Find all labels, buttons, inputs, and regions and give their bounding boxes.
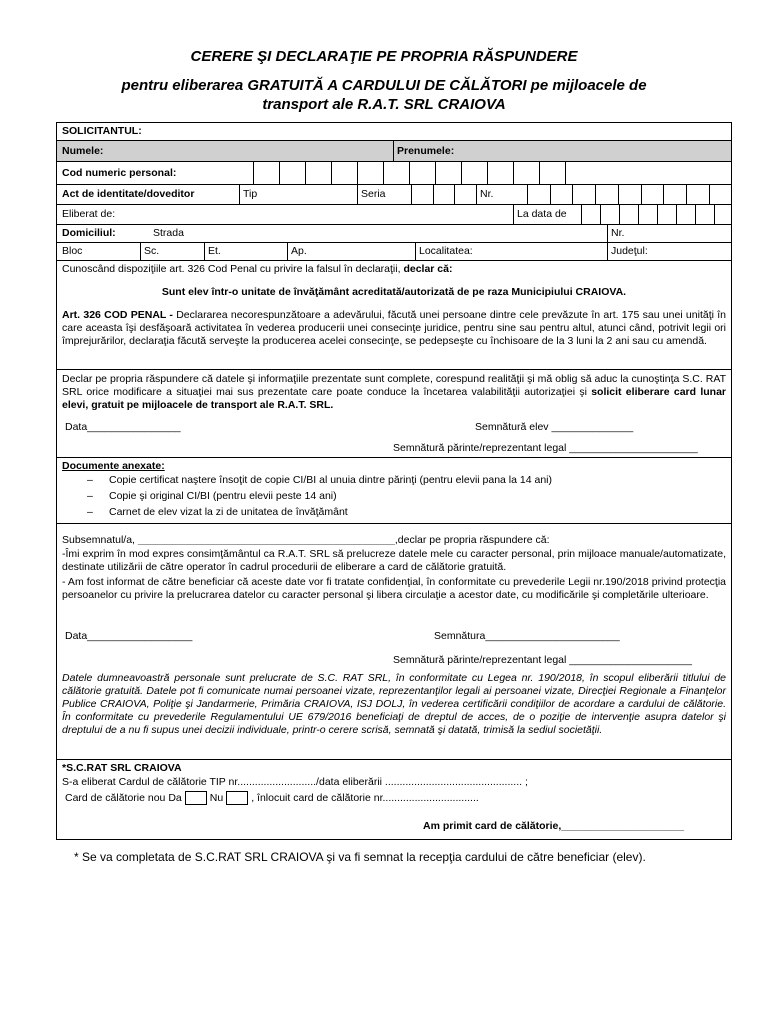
form-title: CERERE ŞI DECLARAŢIE PE PROPRIA RĂSPUNDERE <box>190 48 578 65</box>
row-cnp <box>57 162 731 185</box>
checkbox-da[interactable] <box>185 791 207 805</box>
label-nr-strada: Nr. <box>611 227 625 239</box>
label-cnp: Cod numeric personal: <box>62 167 177 179</box>
entry-cell[interactable] <box>595 185 618 204</box>
entry-cell[interactable] <box>539 162 565 184</box>
field-judetul[interactable] <box>607 243 731 260</box>
consent-signature-line[interactable]: Semnătura_______________________ <box>434 630 620 642</box>
label-ap: Ap. <box>291 245 307 257</box>
entry-cell[interactable] <box>686 185 709 204</box>
row-address <box>57 243 731 261</box>
checkbox-nu[interactable] <box>226 791 248 805</box>
entry-cell[interactable] <box>714 205 733 224</box>
field-nr-strada[interactable] <box>607 225 731 242</box>
document-item: – Carnet de elev vizat la zi de unitatea de învăţământ <box>87 506 348 518</box>
entry-cell[interactable] <box>619 205 638 224</box>
label-la-data: La data de <box>517 208 567 220</box>
label-strada: Strada <box>153 227 184 239</box>
label-nume: Numele: <box>62 145 104 157</box>
row-id-document <box>57 185 731 205</box>
documents-title: Documente anexate: <box>62 460 165 472</box>
entry-cell[interactable] <box>638 205 657 224</box>
form-subtitle-1: pentru eliberarea GRATUITĂ A CARDULUI DE CĂLĂTORI pe mijloacele de <box>121 77 647 94</box>
gdpr-notice: Datele dumneavoastră personale sunt prelucrate de S.C. RAT SRL, în conformitate cu Legea nr. 190/2018, în scopul eliberării titlului de călătorie gratuită. Datele pot fi comunicate numai persoanei vizate, reprezentanţilor legali ai persoanei vizate, Direcţiei Regionale a Finanţelor Publice CRAIOVA, Poliţie şi Jandarmerie, Primăria CRAIOVA, ISJ DOLJ, în vederea certificării condiţiilor de acordare a cardului de călătorie. În conformitate cu prevederile Regulamentului UE 679/2016 beneficiaţi de dreptul de acces, de o poziţie de intervenţie asupra datelor şi dreptului de a nu fi supus unei decizii individuale, printr-o cerere scrisă, semnată şi datată, trimisă la sediul societăţii. <box>62 672 726 736</box>
section-label: SOLICITANTUL: <box>62 125 142 137</box>
student-signature-line[interactable]: Semnătură elev ______________ <box>475 421 634 433</box>
field-localitatea[interactable] <box>415 243 607 260</box>
field-sc[interactable] <box>140 243 204 260</box>
entry-cell[interactable] <box>357 162 383 184</box>
entry-cell[interactable] <box>461 162 487 184</box>
consent-paragraph-2: - Am fost informat de către beneficiar că aceste date vor fi tratate confidenţial, în conformitate cu prevederile Legii nr.190/2018 privind protecţia persoanelor cu privire la prelucrarea datelor cu caracter personal şi libera circulaţie a acestor date, cu modificările şi completările ulterioare. <box>62 576 726 601</box>
entry-cell[interactable] <box>487 162 513 184</box>
entry-cell[interactable] <box>454 185 476 204</box>
entry-cell[interactable] <box>279 162 305 184</box>
responsibility-block <box>57 370 731 458</box>
entry-cell[interactable] <box>695 205 714 224</box>
label-domiciliul: Domiciliul: <box>62 227 116 239</box>
documents-block <box>57 458 731 524</box>
entry-cell[interactable] <box>581 205 600 224</box>
label-eliberat: Eliberat de: <box>62 208 116 220</box>
label-bloc: Bloc <box>62 245 83 257</box>
entry-cell[interactable] <box>305 162 331 184</box>
label-judetul: Judeţul: <box>611 245 648 257</box>
field-nr[interactable] <box>476 185 527 204</box>
label-et: Et. <box>208 245 221 257</box>
entry-cell[interactable] <box>411 185 433 204</box>
data-signature-line[interactable]: Data________________ <box>65 421 181 433</box>
parent-signature-line[interactable]: Semnătură părinte/reprezentant legal ______________________ <box>393 442 698 454</box>
declaration-statement: Sunt elev într-o unitate de învăţământ acreditată/autorizată de pe raza Municipiului CRAIOVA. <box>161 286 627 298</box>
entry-cell[interactable] <box>527 185 550 204</box>
entry-cell[interactable] <box>572 185 595 204</box>
consent-name-line: Subsemnatul/a, ____________________________________________,declar pe propria răspundere că: <box>62 534 550 546</box>
entry-cell[interactable] <box>709 185 732 204</box>
entry-cell[interactable] <box>618 185 641 204</box>
field-prenume[interactable] <box>393 141 731 161</box>
field-seria[interactable] <box>357 185 411 204</box>
entry-cell[interactable] <box>433 185 455 204</box>
entry-cell[interactable] <box>641 185 664 204</box>
field-la-data[interactable] <box>513 205 581 224</box>
declaration-intro: Cunoscând dispoziţiile art. 326 Cod Penal cu privire la falsul în declaraţii, declar că: <box>62 263 453 275</box>
entry-cell[interactable] <box>253 162 279 184</box>
document-item: – Copie certificat naştere însoţit de copie CI/BI al unuia dintre părinţi (pentru elevii pana la 14 ani) <box>87 474 552 486</box>
label-localitatea: Localitatea: <box>419 245 473 257</box>
entry-cell[interactable] <box>331 162 357 184</box>
label-seria: Seria <box>361 188 386 200</box>
declaration-block <box>57 261 731 370</box>
entry-cell[interactable] <box>409 162 435 184</box>
entry-cell[interactable] <box>565 162 591 184</box>
office-block <box>57 760 731 839</box>
row-eliberat <box>57 205 731 225</box>
label-nr: Nr. <box>480 188 494 200</box>
card-received-line[interactable]: Am primit card de călătorie,_____________________ <box>423 820 684 832</box>
label-prenume: Prenumele: <box>397 145 455 157</box>
consent-block <box>57 524 731 760</box>
form-subtitle-2: transport ale R.A.T. SRL CRAIOVA <box>262 96 506 113</box>
label-tip: Tip <box>243 188 258 200</box>
document-item: – Copie şi original CI/BI (pentru elevii peste 14 ani) <box>87 490 337 502</box>
entry-cell[interactable] <box>435 162 461 184</box>
consent-paragraph-1: -Îmi exprim în mod expres consimţământul ca R.A.T. SRL să prelucreze datele mele cu caracter personal, prin mijloace manuale/automatizate, destinate utilizării de către operator în cadrul procedurii de eliberare a card de călătorie gratuită. <box>62 548 726 573</box>
row-section <box>57 123 731 141</box>
responsibility-text: Declar pe propria răspundere că datele şi informaţiile prezentate sunt complete, corespund realităţii şi mă oblig să aduc la cunoştinţa S.C. RAT SRL orice modificare a situaţiei mai sus prezentate care poate conduce la încetarea valabilităţii autorizaţiei şi solicit eliberare card lunar elevi, gratuit pe mijloacele de transport ale R.A.T. SRL. <box>62 373 726 411</box>
office-issued-line: S-a eliberat Cardul de călătorie TIP nr.........................../data eliberării ............................................... ; <box>62 776 528 788</box>
consent-parent-signature-line[interactable]: Semnătură părinte/reprezentant legal _____________________ <box>393 654 692 666</box>
office-card-line: Card de călătorie nou Da Nu , înlocuit card de călătorie nr................................. <box>65 791 479 804</box>
entry-cell[interactable] <box>676 205 695 224</box>
entry-cell[interactable] <box>663 185 686 204</box>
footnote: * Se va completata de S.C.RAT SRL CRAIOVA şi va fi semnat la recepţia cardului de către beneficiar (elev). <box>74 850 646 864</box>
field-tip[interactable] <box>239 185 357 204</box>
row-name <box>57 141 731 162</box>
label-sc: Sc. <box>144 245 160 257</box>
field-et[interactable] <box>204 243 287 260</box>
entry-cell[interactable] <box>383 162 409 184</box>
entry-cell[interactable] <box>657 205 676 224</box>
office-title: *S.C.RAT SRL CRAIOVA <box>62 762 182 774</box>
field-ap[interactable] <box>287 243 415 260</box>
entry-cell[interactable] <box>513 162 539 184</box>
consent-date-line[interactable]: Data__________________ <box>65 630 193 642</box>
label-act: Act de identitate/doveditor <box>62 188 195 200</box>
row-domiciliu <box>57 225 731 243</box>
name-blank[interactable]: ____________________________________________ <box>137 534 395 546</box>
art-326-text: Art. 326 COD PENAL - Declararea necorespunzătoare a adevărului, făcută unei persoane dintre cele prevăzute în art. 175 sau unei unităţi în care aceasta îşi desfăşoară activitatea în vederea producerii unei consecinţe juridice, pentru sine sau pentru altul, atunci când, potrivit legii ori împrejurărilor, declaraţia făcută serveşte la producerea acelei consecinţe, se pedepseşte cu închisoare de la 3 luni la 2 ani sau cu amendă. <box>62 309 726 347</box>
application-form <box>56 122 732 840</box>
entry-cell[interactable] <box>600 205 619 224</box>
entry-cell[interactable] <box>550 185 573 204</box>
